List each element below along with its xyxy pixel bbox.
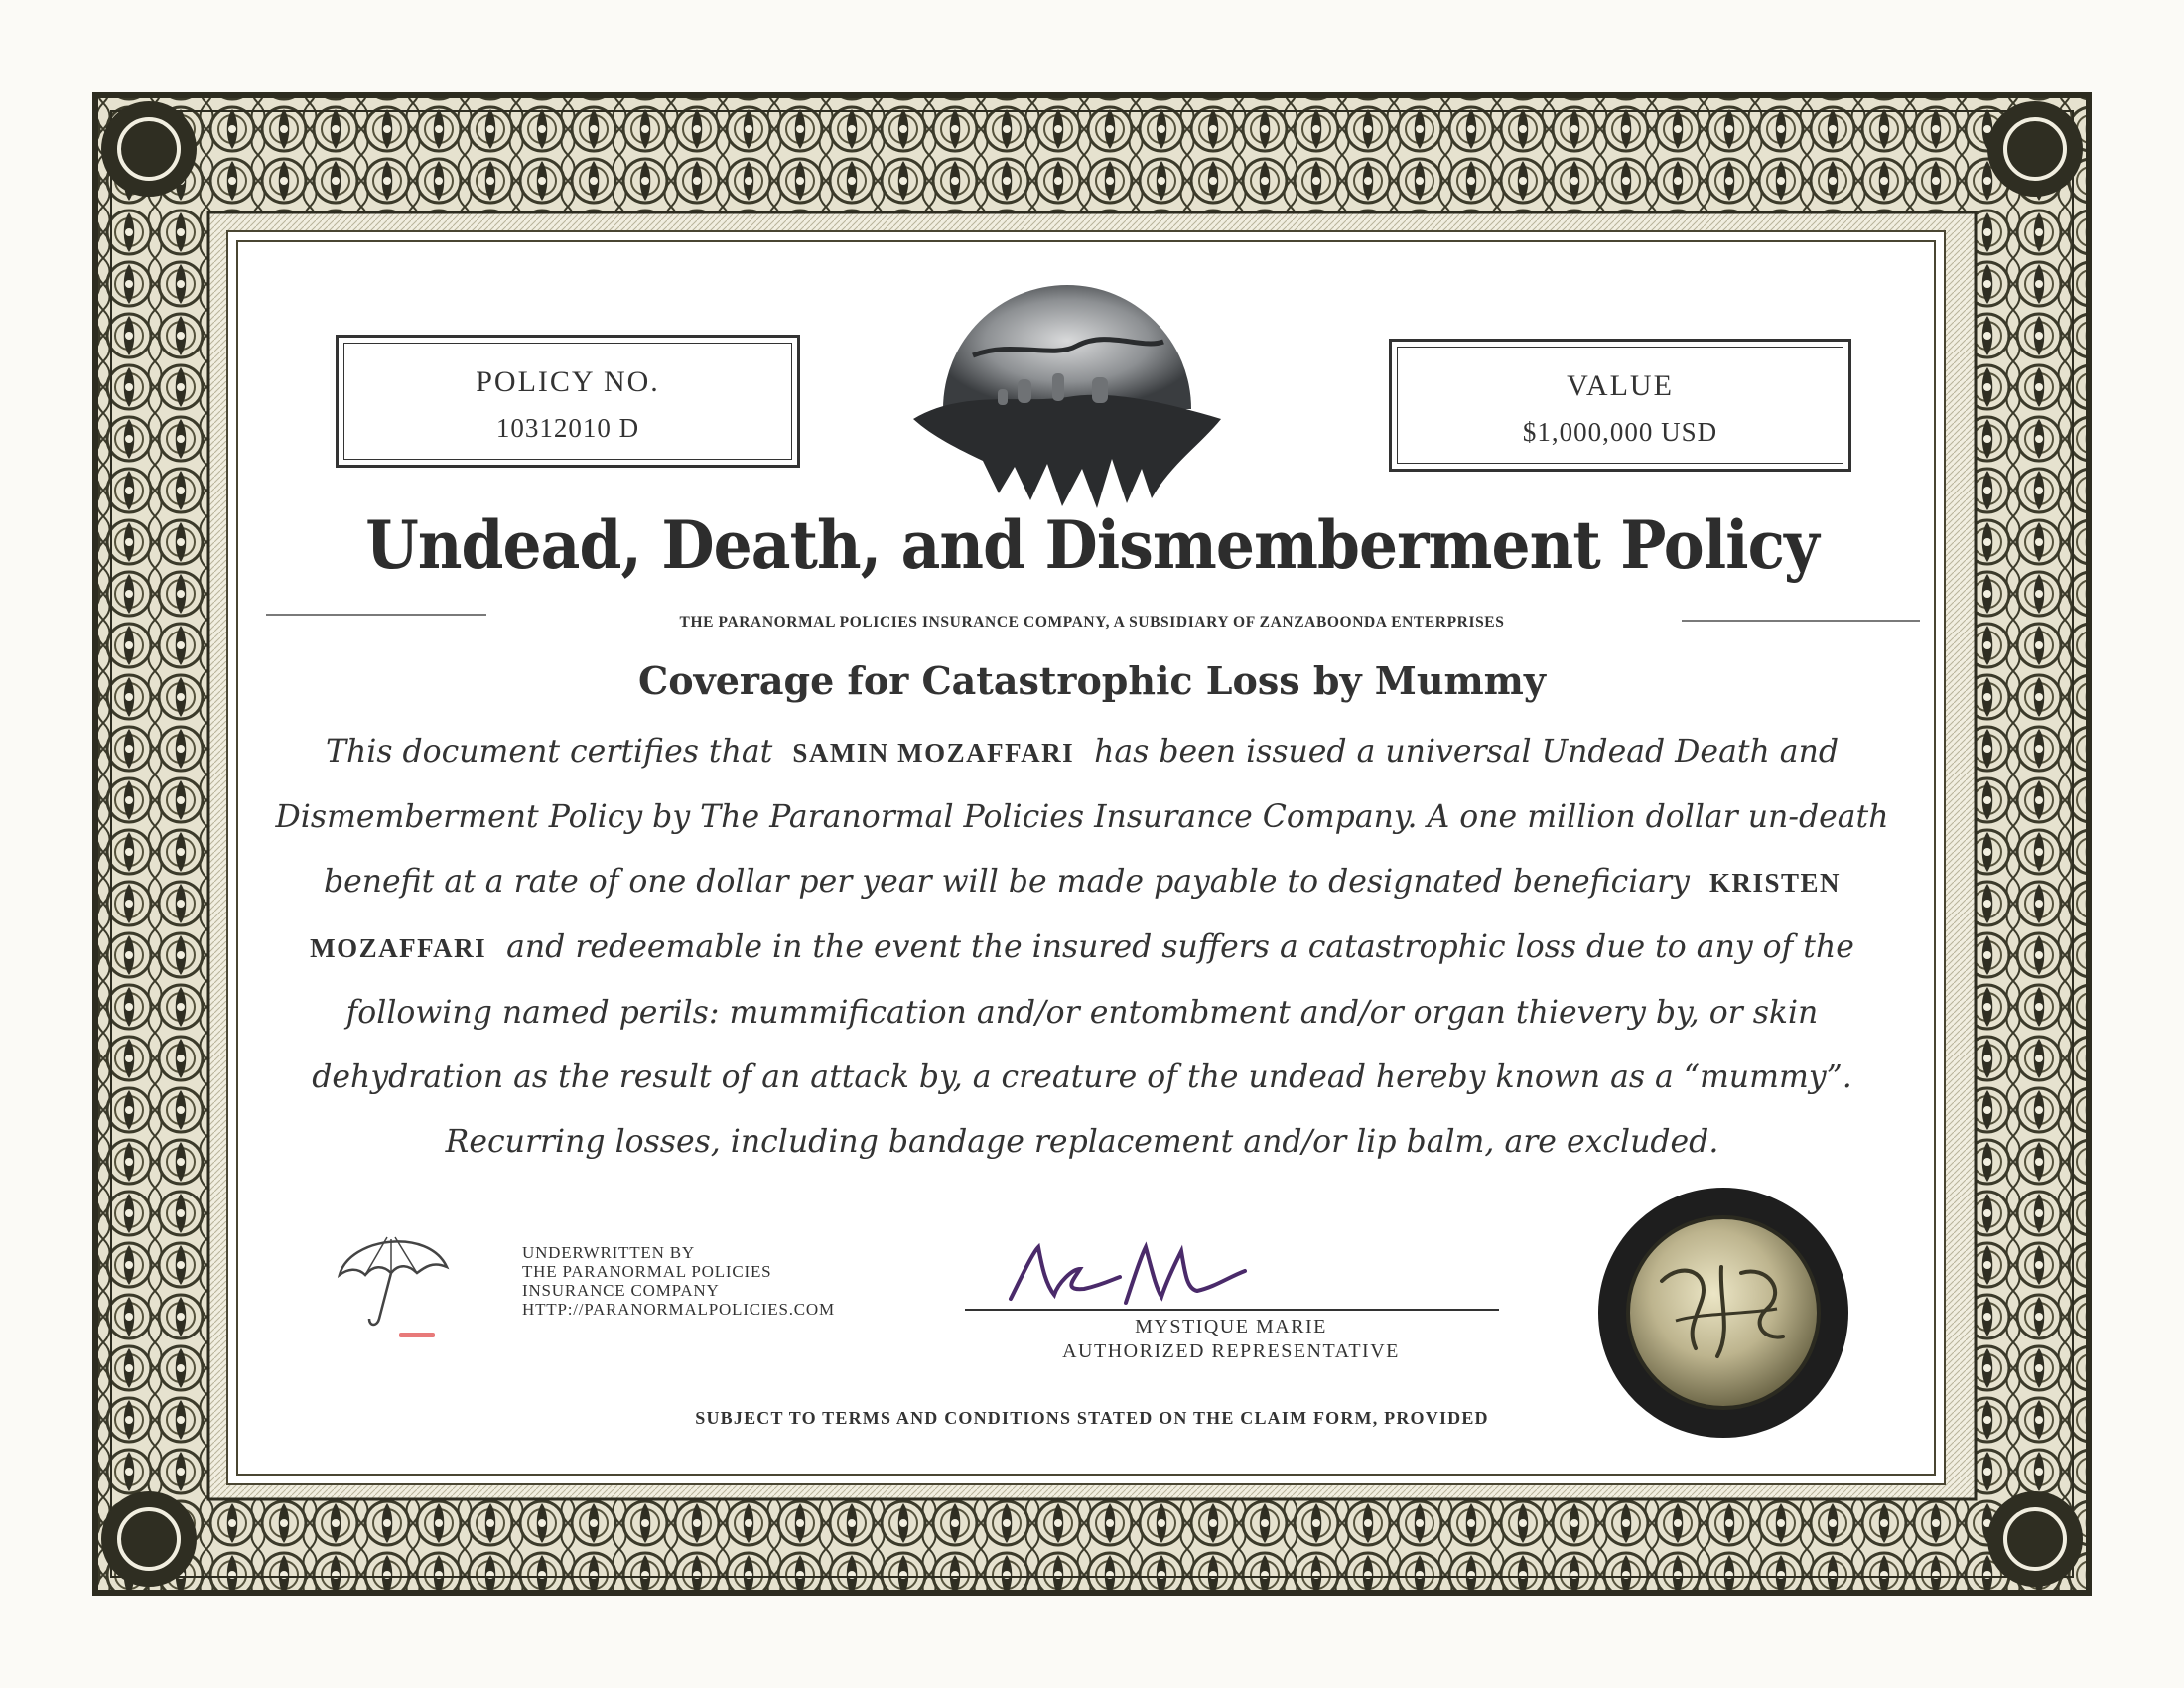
underwriter-line-2: THE PARANORMAL POLICIES (522, 1262, 772, 1281)
policy-number: 10312010 D (495, 413, 640, 443)
signatory-role: AUTHORIZED REPRESENTATIVE (1062, 1340, 1400, 1362)
policy-number-box (336, 335, 800, 468)
policy-label: POLICY NO. (476, 365, 660, 398)
signature-mark (1003, 1239, 1251, 1311)
beneficiary-name: KRISTEN MOZAFFARI (310, 868, 1842, 963)
value-box (1389, 339, 1851, 472)
signature-line (965, 1309, 1499, 1311)
company-subtitle: THE PARANORMAL POLICIES INSURANCE COMPANY, A SUBSIDIARY OF ZANZABOONDA ENTERPRISES (679, 614, 1505, 631)
graveyard-moon-emblem (903, 270, 1231, 508)
body-intro: This document certifies that (325, 734, 773, 770)
value-label: VALUE (1567, 369, 1674, 402)
body-end: and redeemable in the event the insured suffers a catastrophic loss due to any of the following named perils: mummification and/or entombment and/or organ thievery by, or skin dehydration as the result of an attack by, a creature of the undead hereby known as a “mummy”. Recurring losses, including bandage replacement and/or lip balm, are excluded. (312, 929, 1854, 1160)
body-middle: has been issued a universal Undead Death and Dismemberment Policy by The Paranormal Policies Insurance Company. A one million dollar un-death benefit at a rate of one dollar per year will be made payable to designated beneficiary (275, 734, 1889, 900)
underwriter-block (522, 1243, 835, 1319)
value-amount: $1,000,000 USD (1522, 417, 1718, 447)
page-title: Undead, Death, and Dismemberment Policy (365, 506, 1819, 584)
signatory-name: MYSTIQUE MARIE (1135, 1316, 1327, 1337)
signatory-block (973, 1315, 1489, 1364)
underwriter-line-1: UNDERWRITTEN BY (522, 1243, 695, 1262)
insured-name: SAMIN MOZAFFARI (792, 738, 1075, 768)
coverage-heading: Coverage for Catastrophic Loss by Mummy (638, 658, 1546, 703)
terms-footer: SUBJECT TO TERMS AND CONDITIONS STATED ON THE CLAIM FORM, PROVIDED (695, 1408, 1489, 1428)
underwriter-url[interactable]: HTTP://PARANORMALPOLICIES.COM (522, 1300, 835, 1319)
underwriter-line-3: INSURANCE COMPANY (522, 1281, 720, 1300)
certificate-body (268, 720, 1896, 1175)
umbrella-icon (330, 1227, 459, 1346)
gold-seal (1592, 1182, 1854, 1444)
